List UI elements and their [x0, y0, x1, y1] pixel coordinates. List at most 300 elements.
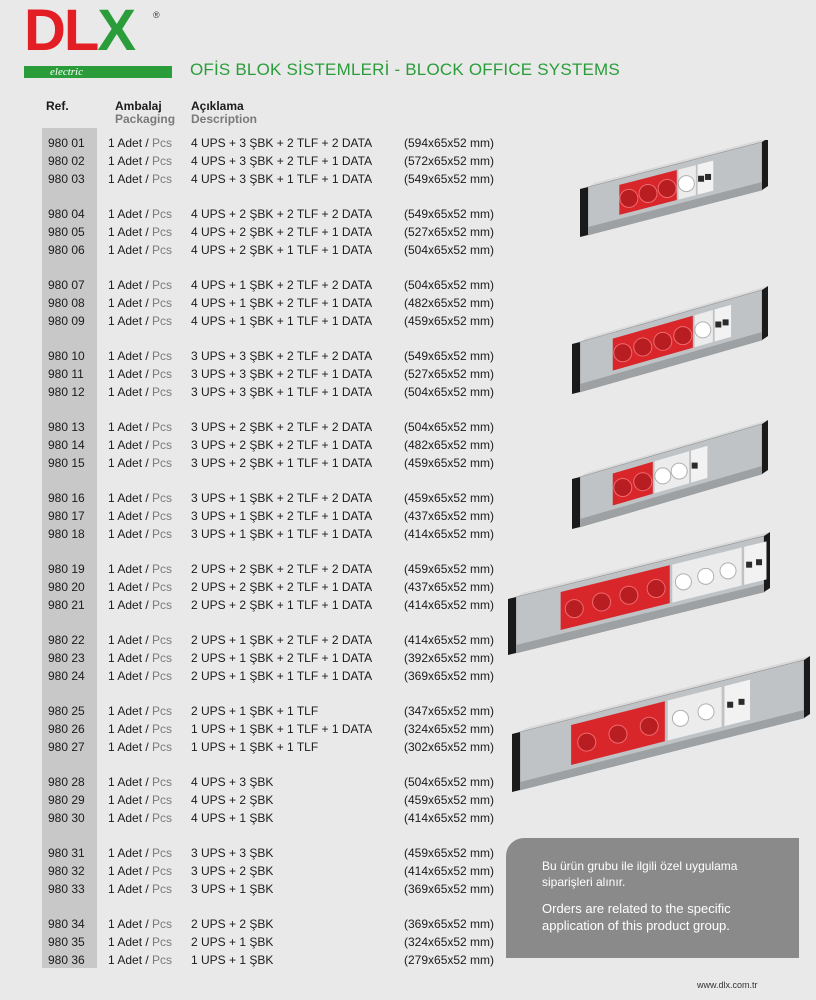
ref-code: 980 08	[48, 295, 85, 310]
packaging-pcs: Pcs	[152, 295, 173, 310]
ref-code: 980 03	[48, 171, 85, 186]
packaging-unit: 1 Adet /	[108, 526, 153, 541]
dimensions: (482x65x52 mm)	[404, 437, 495, 452]
ref-code: 980 23	[48, 650, 85, 665]
ref-code: 980 16	[48, 491, 85, 505]
dimensions: (392x65x52 mm)	[404, 650, 495, 665]
dimensions: (414x65x52 mm)	[404, 633, 495, 647]
packaging-pcs: Pcs	[152, 775, 173, 789]
ref-code: 980 19	[48, 562, 85, 576]
end-cap-right	[804, 656, 810, 718]
packaging-unit: 1 Adet /	[108, 863, 153, 878]
table-row	[0, 489, 520, 507]
table-row	[0, 880, 520, 898]
dimensions: (279x65x52 mm)	[404, 952, 495, 967]
packaging-unit: 1 Adet /	[108, 952, 153, 967]
dimensions: (459x65x52 mm)	[404, 846, 495, 860]
packaging	[108, 436, 172, 454]
packaging-pcs: Pcs	[152, 349, 173, 363]
registered-mark: ®	[153, 10, 160, 20]
dimensions: (414x65x52 mm)	[404, 863, 495, 878]
data-port-icon	[715, 321, 721, 327]
ref-code: 980 10	[48, 349, 85, 363]
packaging-pcs: Pcs	[152, 207, 173, 221]
packaging-unit: 1 Adet /	[108, 295, 153, 310]
packaging	[108, 276, 172, 294]
red-socket-icon	[565, 600, 583, 618]
packaging-pcs: Pcs	[152, 384, 173, 399]
table-row	[0, 596, 520, 614]
packaging	[108, 844, 172, 862]
packaging-unit: 1 Adet /	[108, 934, 153, 949]
table-row	[0, 223, 520, 241]
packaging	[108, 791, 172, 809]
packaging-pcs: Pcs	[152, 171, 173, 186]
packaging-unit: 1 Adet /	[108, 579, 153, 594]
packaging-unit: 1 Adet /	[108, 633, 153, 647]
packaging	[108, 294, 172, 312]
table-row	[0, 631, 520, 649]
packaging	[108, 631, 172, 649]
red-socket-icon	[620, 586, 638, 604]
white-socket-icon	[672, 710, 688, 726]
ref-code: 980 25	[48, 704, 85, 718]
packaging	[108, 915, 172, 933]
description: 4 UPS + 3 ŞBK + 2 TLF + 1 DATA	[191, 153, 373, 168]
packaging	[108, 951, 172, 969]
ref-code: 980 36	[48, 952, 85, 967]
ref-code: 980 17	[48, 508, 85, 523]
ref-code: 980 33	[48, 881, 85, 896]
dimensions: (369x65x52 mm)	[404, 881, 495, 896]
packaging-unit: 1 Adet /	[108, 420, 153, 434]
red-socket-icon	[640, 717, 658, 735]
ref-code: 980 30	[48, 810, 85, 825]
data-port-icon	[705, 174, 711, 180]
packaging	[108, 312, 172, 330]
packaging-pcs: Pcs	[152, 136, 173, 150]
packaging-unit: 1 Adet /	[108, 171, 153, 186]
packaging-pcs: Pcs	[152, 792, 173, 807]
packaging	[108, 578, 172, 596]
red-socket-icon	[639, 184, 657, 202]
dimensions: (459x65x52 mm)	[404, 313, 495, 328]
white-socket-icon	[698, 704, 714, 720]
table-row	[0, 702, 520, 720]
description: 2 UPS + 2 ŞBK + 1 TLF + 1 DATA	[191, 597, 373, 612]
white-socket-icon	[675, 574, 691, 590]
packaging-unit: 1 Adet /	[108, 721, 153, 736]
packaging	[108, 720, 172, 738]
packaging	[108, 507, 172, 525]
packaging-unit: 1 Adet /	[108, 562, 153, 576]
packaging-pcs: Pcs	[152, 562, 173, 576]
packaging-pcs: Pcs	[152, 934, 173, 949]
packaging-unit: 1 Adet /	[108, 384, 153, 399]
packaging	[108, 241, 172, 259]
description: 3 UPS + 2 ŞBK	[191, 863, 274, 878]
dimensions: (302x65x52 mm)	[404, 739, 495, 754]
note-text-tr: Bu ürün grubu ile ilgili özel uygulama siparişleri alınır.	[542, 859, 738, 889]
description: 2 UPS + 1 ŞBK + 2 TLF + 2 DATA	[191, 633, 373, 647]
description: 1 UPS + 1 ŞBK	[191, 952, 274, 967]
logo-subtitle: electric	[24, 66, 112, 78]
packaging-unit: 1 Adet /	[108, 917, 153, 931]
packaging-pcs: Pcs	[152, 633, 173, 647]
packaging-pcs: Pcs	[152, 313, 173, 328]
red-socket-icon	[593, 593, 611, 611]
end-cap-right	[762, 420, 768, 474]
ref-code: 980 13	[48, 420, 85, 434]
description: 2 UPS + 2 ŞBK + 2 TLF + 2 DATA	[191, 562, 373, 576]
table-row	[0, 951, 520, 969]
packaging	[108, 418, 172, 436]
packaging	[108, 773, 172, 791]
end-cap-right	[762, 286, 768, 340]
data-port-icon	[723, 319, 729, 325]
dimensions: (504x65x52 mm)	[404, 242, 495, 257]
packaging-pcs: Pcs	[152, 863, 173, 878]
end-cap-left	[512, 732, 520, 792]
table-row	[0, 276, 520, 294]
header-ref: Ref.	[46, 99, 69, 113]
packaging-pcs: Pcs	[152, 917, 173, 931]
description: 2 UPS + 2 ŞBK	[191, 917, 274, 931]
red-socket-icon	[614, 479, 632, 497]
table-row	[0, 578, 520, 596]
description: 2 UPS + 1 ŞBK	[191, 934, 274, 949]
white-socket-icon	[698, 568, 714, 584]
dimensions: (347x65x52 mm)	[404, 704, 495, 718]
dimensions: (504x65x52 mm)	[404, 775, 495, 789]
ref-code: 980 01	[48, 136, 85, 150]
table-row	[0, 294, 520, 312]
red-socket-icon	[620, 189, 638, 207]
red-socket-icon	[674, 327, 692, 345]
ref-code: 980 26	[48, 721, 85, 736]
ref-code: 980 29	[48, 792, 85, 807]
dimensions: (572x65x52 mm)	[404, 153, 495, 168]
table-row	[0, 667, 520, 685]
table-row	[0, 152, 520, 170]
ref-code: 980 07	[48, 278, 85, 292]
packaging-pcs: Pcs	[152, 597, 173, 612]
table-row	[0, 844, 520, 862]
packaging	[108, 596, 172, 614]
dimensions: (414x65x52 mm)	[404, 810, 495, 825]
table-row	[0, 738, 520, 756]
ref-code: 980 12	[48, 384, 85, 399]
packaging-unit: 1 Adet /	[108, 810, 153, 825]
table-row	[0, 170, 520, 188]
ref-code: 980 06	[48, 242, 85, 257]
dimensions: (437x65x52 mm)	[404, 508, 495, 523]
packaging-pcs: Pcs	[152, 650, 173, 665]
packaging	[108, 560, 172, 578]
packaging-pcs: Pcs	[152, 437, 173, 452]
ref-code: 980 11	[48, 366, 84, 381]
dimensions: (527x65x52 mm)	[404, 224, 495, 239]
end-cap-left	[572, 342, 580, 394]
packaging-pcs: Pcs	[152, 224, 173, 239]
ref-code: 980 05	[48, 224, 85, 239]
description: 4 UPS + 3 ŞBK + 1 TLF + 1 DATA	[191, 171, 373, 186]
white-socket-icon	[720, 563, 736, 579]
description: 4 UPS + 1 ŞBK + 2 TLF + 1 DATA	[191, 295, 373, 310]
data-port-icon	[746, 562, 752, 568]
logo-wordmark: DLX	[24, 0, 135, 63]
white-socket-icon	[695, 322, 711, 338]
packaging-pcs: Pcs	[152, 952, 173, 967]
packaging-unit: 1 Adet /	[108, 278, 153, 292]
dimensions: (459x65x52 mm)	[404, 562, 495, 576]
red-socket-icon	[647, 580, 665, 598]
packaging	[108, 862, 172, 880]
packaging	[108, 454, 172, 472]
description: 3 UPS + 2 ŞBK + 2 TLF + 1 DATA	[191, 437, 373, 452]
dimensions: (549x65x52 mm)	[404, 349, 495, 363]
table-row	[0, 347, 520, 365]
dimensions: (549x65x52 mm)	[404, 207, 495, 221]
red-socket-icon	[634, 473, 652, 491]
packaging	[108, 489, 172, 507]
packaging-unit: 1 Adet /	[108, 792, 153, 807]
packaging-unit: 1 Adet /	[108, 349, 153, 363]
dimensions: (504x65x52 mm)	[404, 420, 495, 434]
order-note	[506, 838, 799, 958]
table-row	[0, 720, 520, 738]
product-images	[500, 140, 816, 800]
table-row	[0, 507, 520, 525]
end-cap-right	[762, 140, 768, 190]
description: 3 UPS + 3 ŞBK + 1 TLF + 1 DATA	[191, 384, 373, 399]
description: 4 UPS + 2 ŞBK + 2 TLF + 2 DATA	[191, 207, 373, 221]
description: 4 UPS + 2 ŞBK	[191, 792, 274, 807]
ref-code: 980 22	[48, 633, 85, 647]
description: 3 UPS + 1 ŞBK + 2 TLF + 2 DATA	[191, 491, 373, 505]
packaging-unit: 1 Adet /	[108, 739, 153, 754]
packaging-pcs: Pcs	[152, 508, 173, 523]
packaging-pcs: Pcs	[152, 668, 173, 683]
packaging-unit: 1 Adet /	[108, 437, 153, 452]
packaging-unit: 1 Adet /	[108, 455, 153, 470]
description: 3 UPS + 3 ŞBK + 2 TLF + 2 DATA	[191, 349, 373, 363]
packaging	[108, 933, 172, 951]
packaging-unit: 1 Adet /	[108, 846, 153, 860]
dimensions: (482x65x52 mm)	[404, 295, 495, 310]
packaging-pcs: Pcs	[152, 704, 173, 718]
packaging-pcs: Pcs	[152, 366, 173, 381]
red-socket-icon	[658, 180, 676, 198]
table-row	[0, 862, 520, 880]
dimensions: (459x65x52 mm)	[404, 491, 495, 505]
packaging-pcs: Pcs	[152, 242, 173, 257]
packaging-unit: 1 Adet /	[108, 597, 153, 612]
ref-code: 980 18	[48, 526, 85, 541]
packaging-unit: 1 Adet /	[108, 704, 153, 718]
ref-code: 980 34	[48, 917, 85, 931]
packaging	[108, 667, 172, 685]
packaging	[108, 702, 172, 720]
packaging-unit: 1 Adet /	[108, 881, 153, 896]
packaging	[108, 525, 172, 543]
ref-code: 980 20	[48, 579, 85, 594]
description: 3 UPS + 3 ŞBK + 2 TLF + 1 DATA	[191, 366, 373, 381]
packaging	[108, 170, 172, 188]
packaging	[108, 365, 172, 383]
packaging	[108, 809, 172, 827]
packaging-unit: 1 Adet /	[108, 366, 153, 381]
dimensions: (324x65x52 mm)	[404, 721, 495, 736]
end-cap-left	[580, 187, 588, 237]
dimensions: (459x65x52 mm)	[404, 455, 495, 470]
note-text-en: Orders are related to the specific application of this product group.	[542, 901, 731, 933]
packaging-pcs: Pcs	[152, 278, 173, 292]
dimensions: (369x65x52 mm)	[404, 917, 495, 931]
packaging-unit: 1 Adet /	[108, 650, 153, 665]
table-row	[0, 134, 520, 152]
ref-code: 980 21	[48, 597, 85, 612]
page-title: OFİS BLOK SİSTEMLERİ - BLOCK OFFICE SYSTEMS	[190, 60, 620, 79]
packaging-pcs: Pcs	[152, 721, 173, 736]
packaging	[108, 223, 172, 241]
ref-code: 980 24	[48, 668, 85, 683]
red-socket-icon	[578, 733, 596, 751]
ref-code: 980 27	[48, 739, 85, 754]
packaging-unit: 1 Adet /	[108, 508, 153, 523]
data-port-icon	[756, 559, 762, 565]
red-socket-icon	[614, 344, 632, 362]
table-row	[0, 791, 520, 809]
packaging	[108, 134, 172, 152]
packaging-unit: 1 Adet /	[108, 313, 153, 328]
table-row	[0, 312, 520, 330]
red-socket-icon	[634, 338, 652, 356]
ref-code: 980 15	[48, 455, 85, 470]
table-row	[0, 809, 520, 827]
packaging-pcs: Pcs	[152, 420, 173, 434]
white-socket-icon	[655, 468, 671, 484]
dimensions: (504x65x52 mm)	[404, 278, 495, 292]
table-row	[0, 773, 520, 791]
data-port-icon	[739, 699, 745, 705]
packaging-pcs: Pcs	[152, 153, 173, 168]
description: 3 UPS + 1 ŞBK	[191, 881, 274, 896]
data-port-icon	[692, 463, 698, 469]
dimensions: (437x65x52 mm)	[404, 579, 495, 594]
ref-code: 980 35	[48, 934, 85, 949]
white-socket-icon	[678, 176, 694, 192]
ref-code: 980 28	[48, 775, 85, 789]
packaging	[108, 152, 172, 170]
description: 4 UPS + 1 ŞBK + 1 TLF + 1 DATA	[191, 313, 373, 328]
packaging	[108, 383, 172, 401]
data-port-icon	[727, 702, 733, 708]
data-port-icon	[698, 176, 704, 182]
description: 2 UPS + 1 ŞBK + 1 TLF + 1 DATA	[191, 668, 373, 683]
logo-swoosh-icon	[112, 48, 172, 80]
red-socket-icon	[654, 332, 672, 350]
description: 1 UPS + 1 ŞBK + 1 TLF	[191, 739, 319, 754]
description: 3 UPS + 2 ŞBK + 2 TLF + 2 DATA	[191, 420, 373, 434]
description: 3 UPS + 3 ŞBK	[191, 846, 274, 860]
packaging-unit: 1 Adet /	[108, 668, 153, 683]
table-row	[0, 649, 520, 667]
packaging-pcs: Pcs	[152, 526, 173, 541]
packaging-unit: 1 Adet /	[108, 242, 153, 257]
table-row	[0, 560, 520, 578]
description: 4 UPS + 3 ŞBK	[191, 775, 274, 789]
website-url[interactable]: www.dlx.com.tr	[697, 980, 758, 990]
packaging	[108, 649, 172, 667]
table-row	[0, 436, 520, 454]
packaging-unit: 1 Adet /	[108, 136, 153, 150]
dimensions: (414x65x52 mm)	[404, 526, 495, 541]
table-row	[0, 418, 520, 436]
ref-code: 980 04	[48, 207, 85, 221]
dlx-logo	[20, 0, 170, 80]
dimensions: (549x65x52 mm)	[404, 171, 495, 186]
table-row	[0, 205, 520, 223]
ref-code: 980 02	[48, 153, 85, 168]
packaging-pcs: Pcs	[152, 881, 173, 896]
end-cap-left	[572, 477, 580, 529]
packaging	[108, 738, 172, 756]
end-cap-left	[508, 597, 516, 655]
packaging-pcs: Pcs	[152, 455, 173, 470]
packaging-pcs: Pcs	[152, 491, 173, 505]
description: 4 UPS + 2 ŞBK + 1 TLF + 1 DATA	[191, 242, 373, 257]
dimensions: (459x65x52 mm)	[404, 792, 495, 807]
packaging-unit: 1 Adet /	[108, 491, 153, 505]
dimensions: (504x65x52 mm)	[404, 384, 495, 399]
table-row	[0, 933, 520, 951]
description: 4 UPS + 1 ŞBK + 2 TLF + 2 DATA	[191, 278, 373, 292]
dimensions: (594x65x52 mm)	[404, 136, 495, 150]
packaging-pcs: Pcs	[152, 810, 173, 825]
header-description: Açıklama Description	[191, 99, 258, 126]
description: 2 UPS + 1 ŞBK + 1 TLF	[191, 704, 319, 718]
dimensions: (369x65x52 mm)	[404, 668, 495, 683]
description: 4 UPS + 1 ŞBK	[191, 810, 274, 825]
ref-code: 980 32	[48, 863, 85, 878]
table-row	[0, 915, 520, 933]
packaging-unit: 1 Adet /	[108, 224, 153, 239]
description: 3 UPS + 2 ŞBK + 1 TLF + 1 DATA	[191, 455, 373, 470]
packaging	[108, 347, 172, 365]
packaging-unit: 1 Adet /	[108, 207, 153, 221]
table-row	[0, 383, 520, 401]
description: 2 UPS + 2 ŞBK + 2 TLF + 1 DATA	[191, 579, 373, 594]
table-row	[0, 454, 520, 472]
ref-code: 980 14	[48, 437, 85, 452]
packaging-pcs: Pcs	[152, 846, 173, 860]
dimensions: (324x65x52 mm)	[404, 934, 495, 949]
dimensions: (414x65x52 mm)	[404, 597, 495, 612]
description: 1 UPS + 1 ŞBK + 1 TLF + 1 DATA	[191, 721, 373, 736]
description: 4 UPS + 3 ŞBK + 2 TLF + 2 DATA	[191, 136, 373, 150]
table-row	[0, 365, 520, 383]
ref-code: 980 31	[48, 846, 85, 860]
packaging-pcs: Pcs	[152, 739, 173, 754]
description: 3 UPS + 1 ŞBK + 1 TLF + 1 DATA	[191, 526, 373, 541]
dimensions: (527x65x52 mm)	[404, 366, 495, 381]
red-socket-icon	[609, 725, 627, 743]
packaging-pcs: Pcs	[152, 579, 173, 594]
packaging	[108, 205, 172, 223]
description: 2 UPS + 1 ŞBK + 2 TLF + 1 DATA	[191, 650, 373, 665]
packaging	[108, 880, 172, 898]
